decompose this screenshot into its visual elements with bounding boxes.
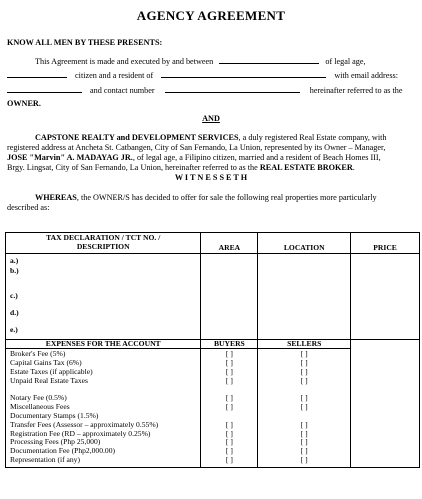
expense-label: Documentation Fee (Php2,000.00) [10, 446, 116, 456]
buyers-checkbox[interactable]: [ ] [225, 375, 233, 385]
expense-label: Transfer Fees (Assessor – approximately 0.55%) [10, 419, 159, 429]
expenses-header-row [6, 339, 420, 349]
buyers-checkbox[interactable]: [ ] [225, 437, 233, 447]
buyers-checkbox[interactable]: [ ] [225, 419, 233, 429]
sellers-checkbox[interactable]: [ ] [300, 358, 308, 368]
company-name: CAPSTONE REALTY and DEVELOPMENT SERVICES [35, 133, 239, 142]
property-item-c[interactable]: c.) [10, 290, 18, 300]
expense-label: Notary Fee (0.5%) [10, 393, 67, 403]
sellers-checkbox[interactable]: [ ] [300, 349, 308, 359]
header-tax: TAX DECLARATION / TCT NO. / [46, 233, 161, 242]
para2-line3 [7, 153, 381, 163]
table-header-row [6, 233, 420, 254]
whereas-line2: described as: [7, 203, 50, 212]
para1-text: This Agreement is made and executed by and between [35, 57, 214, 66]
property-items-row [6, 253, 420, 339]
buyers-checkbox-cell [201, 349, 258, 467]
broker-name: JOSE "Marvin" A. MADAYAG JR. [7, 153, 133, 162]
sellers-checkbox[interactable]: [ ] [300, 393, 308, 403]
para1-line3 [7, 85, 402, 96]
para2-text: , of legal age, a Filipino citizen, married and a resident of Beach Homes III, [132, 153, 381, 162]
para2-text: . [352, 163, 355, 172]
para2-line4 [7, 163, 355, 173]
whereas-text: , the OWNER/S has decided to offer for sale the following real properties more particularly [76, 193, 377, 202]
buyers-checkbox[interactable]: [ ] [225, 366, 233, 376]
buyers-checkbox[interactable]: [ ] [225, 428, 233, 438]
header-location: LOCATION [258, 233, 351, 254]
owner-name-blank[interactable] [219, 56, 319, 64]
witnesseth-heading: W I T N E S S E T H [174, 173, 248, 182]
para1-text: hereinafter referred to as the [309, 86, 403, 95]
sellers-checkbox-cell [258, 349, 351, 467]
header-desc: DESCRIPTION [76, 241, 130, 251]
sellers-checkbox[interactable]: [ ] [300, 437, 308, 447]
whereas-line1 [35, 193, 377, 203]
para1-line2 [7, 70, 398, 81]
property-item-b[interactable]: b.) [10, 265, 19, 275]
buyers-checkbox[interactable]: [ ] [225, 454, 233, 464]
para1-text: with email address: [334, 71, 399, 80]
expense-label: Estate Taxes (if applicable) [10, 366, 93, 376]
property-table [5, 232, 420, 468]
para1-line1 [35, 56, 366, 67]
header-tax-description [6, 233, 201, 254]
header-area: AREA [201, 233, 258, 254]
para1-text: and contact number [90, 86, 155, 95]
property-item-d[interactable]: d.) [10, 307, 19, 317]
sellers-checkbox[interactable]: [ ] [300, 446, 308, 456]
empty-cell [351, 339, 420, 467]
owner-label: OWNER. [7, 99, 41, 108]
sellers-checkbox[interactable]: [ ] [300, 428, 308, 438]
expenses-header: EXPENSES FOR THE ACCOUNT [6, 339, 201, 349]
broker-label: REAL ESTATE BROKER [259, 163, 353, 172]
sellers-checkbox[interactable]: [ ] [300, 402, 308, 412]
buyers-header: BUYERS [201, 339, 258, 349]
expense-labels-cell [6, 349, 201, 467]
para1-text: of legal age, [325, 57, 366, 66]
buyers-checkbox[interactable]: [ ] [225, 349, 233, 359]
residence-blank[interactable] [161, 70, 326, 78]
location-cell[interactable] [258, 253, 351, 339]
sellers-checkbox[interactable]: [ ] [300, 454, 308, 464]
sellers-checkbox[interactable]: [ ] [300, 375, 308, 385]
buyers-checkbox[interactable]: [ ] [225, 393, 233, 403]
email-blank[interactable] [7, 85, 82, 93]
sellers-checkbox[interactable]: [ ] [300, 419, 308, 429]
buyers-checkbox[interactable]: [ ] [225, 446, 233, 456]
expense-label: Documentary Stamps (1.5%) [10, 410, 99, 420]
para2-line2: registered address at Ancheta St. Catbangen, City of San Fernando, La Union, represented by its Owner – Manager, [7, 143, 386, 152]
property-item-a[interactable]: a.) [10, 255, 19, 265]
expense-label: Broker's Fee (5%) [10, 349, 66, 359]
and-heading: AND [202, 114, 220, 123]
para2-text: , a duly registered Real Estate company, with [238, 133, 387, 142]
expense-label: Miscellaneous Fees [10, 402, 70, 412]
sellers-header: SELLERS [258, 339, 351, 349]
area-cell[interactable] [201, 253, 258, 339]
expense-label: Representation (if any) [10, 454, 81, 464]
citizenship-blank[interactable] [7, 70, 67, 78]
contact-number-blank[interactable] [165, 85, 300, 93]
sellers-checkbox[interactable]: [ ] [300, 366, 308, 376]
property-item-e[interactable]: e.) [10, 324, 18, 334]
intro-heading: KNOW ALL MEN BY THESE PRESENTS: [7, 38, 163, 47]
buyers-checkbox[interactable]: [ ] [225, 402, 233, 412]
expense-label: Registration Fee (RD – approximately 0.25%) [10, 428, 151, 438]
expense-label: Unpaid Real Estate Taxes [10, 375, 88, 385]
document-title: AGENCY AGREEMENT [136, 8, 286, 23]
whereas-label: WHEREAS [35, 193, 77, 202]
para2-line1 [35, 133, 386, 143]
expense-label: Capital Gains Tax (6%) [10, 358, 82, 368]
property-items-cell [6, 253, 201, 339]
buyers-checkbox[interactable]: [ ] [225, 358, 233, 368]
header-price: PRICE [351, 233, 420, 254]
para2-text: Brgy. Lingsat, City of San Fernando, La Union, hereinafter referred to as the [7, 163, 260, 172]
price-cell[interactable] [351, 253, 420, 339]
expense-label: Processing Fees (Php 25,000) [10, 437, 101, 447]
para1-text: citizen and a resident of [75, 71, 154, 80]
